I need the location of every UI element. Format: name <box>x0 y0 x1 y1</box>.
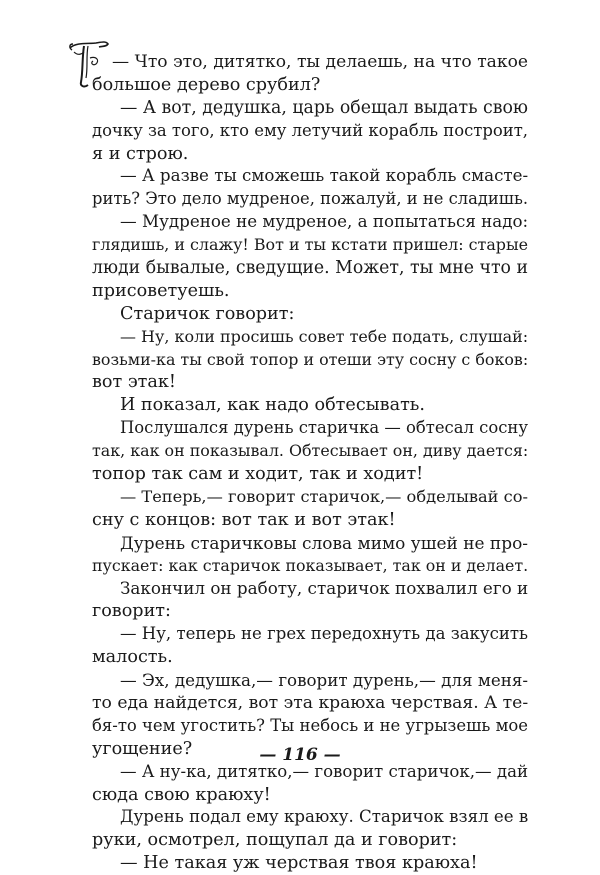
text-line: И показал, как надо обтесывать. <box>120 395 425 416</box>
text-line: — Теперь,— говорит старичок,— обделывай со- <box>120 486 528 506</box>
text-line: — Эх, дедушка,— говорит дурень,— для меня- <box>120 670 528 691</box>
text-line: топор так сам и ходит, так и ходит! <box>92 464 424 485</box>
text-line: — А вот, дедушка, царь обещал выдать свою <box>120 97 528 118</box>
text-line: — Что это, дитятко, ты делаешь, на что такое <box>112 52 528 72</box>
text-line: Дурень подал ему краюху. Старичок взял ее в <box>120 807 529 827</box>
text-line: — А ну-ка, дитятко,— говорит старичок,— дай <box>120 761 529 781</box>
text-line: Старичок говорит: <box>120 303 295 324</box>
text-line: сну с концов: вот так и вот этак! <box>92 509 396 530</box>
text-line: Послушался дурень старичка — обтесал сосну <box>120 418 528 438</box>
text-line: угощение? <box>92 738 193 759</box>
text-line: возьми-ка ты свой топор и отеши эту сосну с боков: <box>92 349 529 369</box>
text-line: бя-то чем угостить? Ты небось и не угрызешь мое <box>92 715 528 735</box>
text-line: — Не такая уж черствая твоя краюха! <box>120 853 478 874</box>
text-line: сюда свою краюху! <box>92 784 271 805</box>
text-line: говорит: <box>92 601 171 622</box>
text-line: присоветуешь. <box>92 280 230 301</box>
text-line: — Ну, теперь не грех передохнуть да закусить <box>120 624 528 644</box>
text-line: дочку за того, кто ему летучий корабль построит, <box>92 120 528 140</box>
text-line: малость. <box>92 647 173 668</box>
text-line: глядишь, и слажу! Вот и ты кстати пришел: старые <box>92 235 529 255</box>
text-line: — А разве ты сможешь такой корабль смасте- <box>120 166 529 186</box>
text-line: пускает: как старичок показывает, так он и делает. <box>92 555 529 575</box>
text-line: так, как он показывал. Обтесывает он, диву дается: <box>92 441 529 461</box>
text-line: вот этак! <box>92 372 176 393</box>
text-line: — Мудреное не мудреное, а попытаться надо: <box>120 212 529 232</box>
text-line: люди бывалые, сведущие. Может, ты мне что и <box>92 258 528 279</box>
text-line: я и строю. <box>92 143 189 164</box>
text-line: большое дерево срубил? <box>92 74 321 95</box>
text-line: — Ну, коли просишь совет тебе подать, слушай: <box>120 326 529 346</box>
text-line: Закончил он работу, старичок похвалил его и <box>120 578 529 599</box>
text-line: руки, осмотрел, пощупал да и говорит: <box>92 830 458 851</box>
text-line: рить? Это дело мудреное, пожалуй, и не сладишь. <box>92 189 529 209</box>
text-line: то еда найдется, вот эта краюха черствая. А те- <box>92 692 529 713</box>
text-line: Дурень старичковы слова мимо ушей не про- <box>120 532 528 553</box>
page-number: — 116 — <box>259 745 341 765</box>
